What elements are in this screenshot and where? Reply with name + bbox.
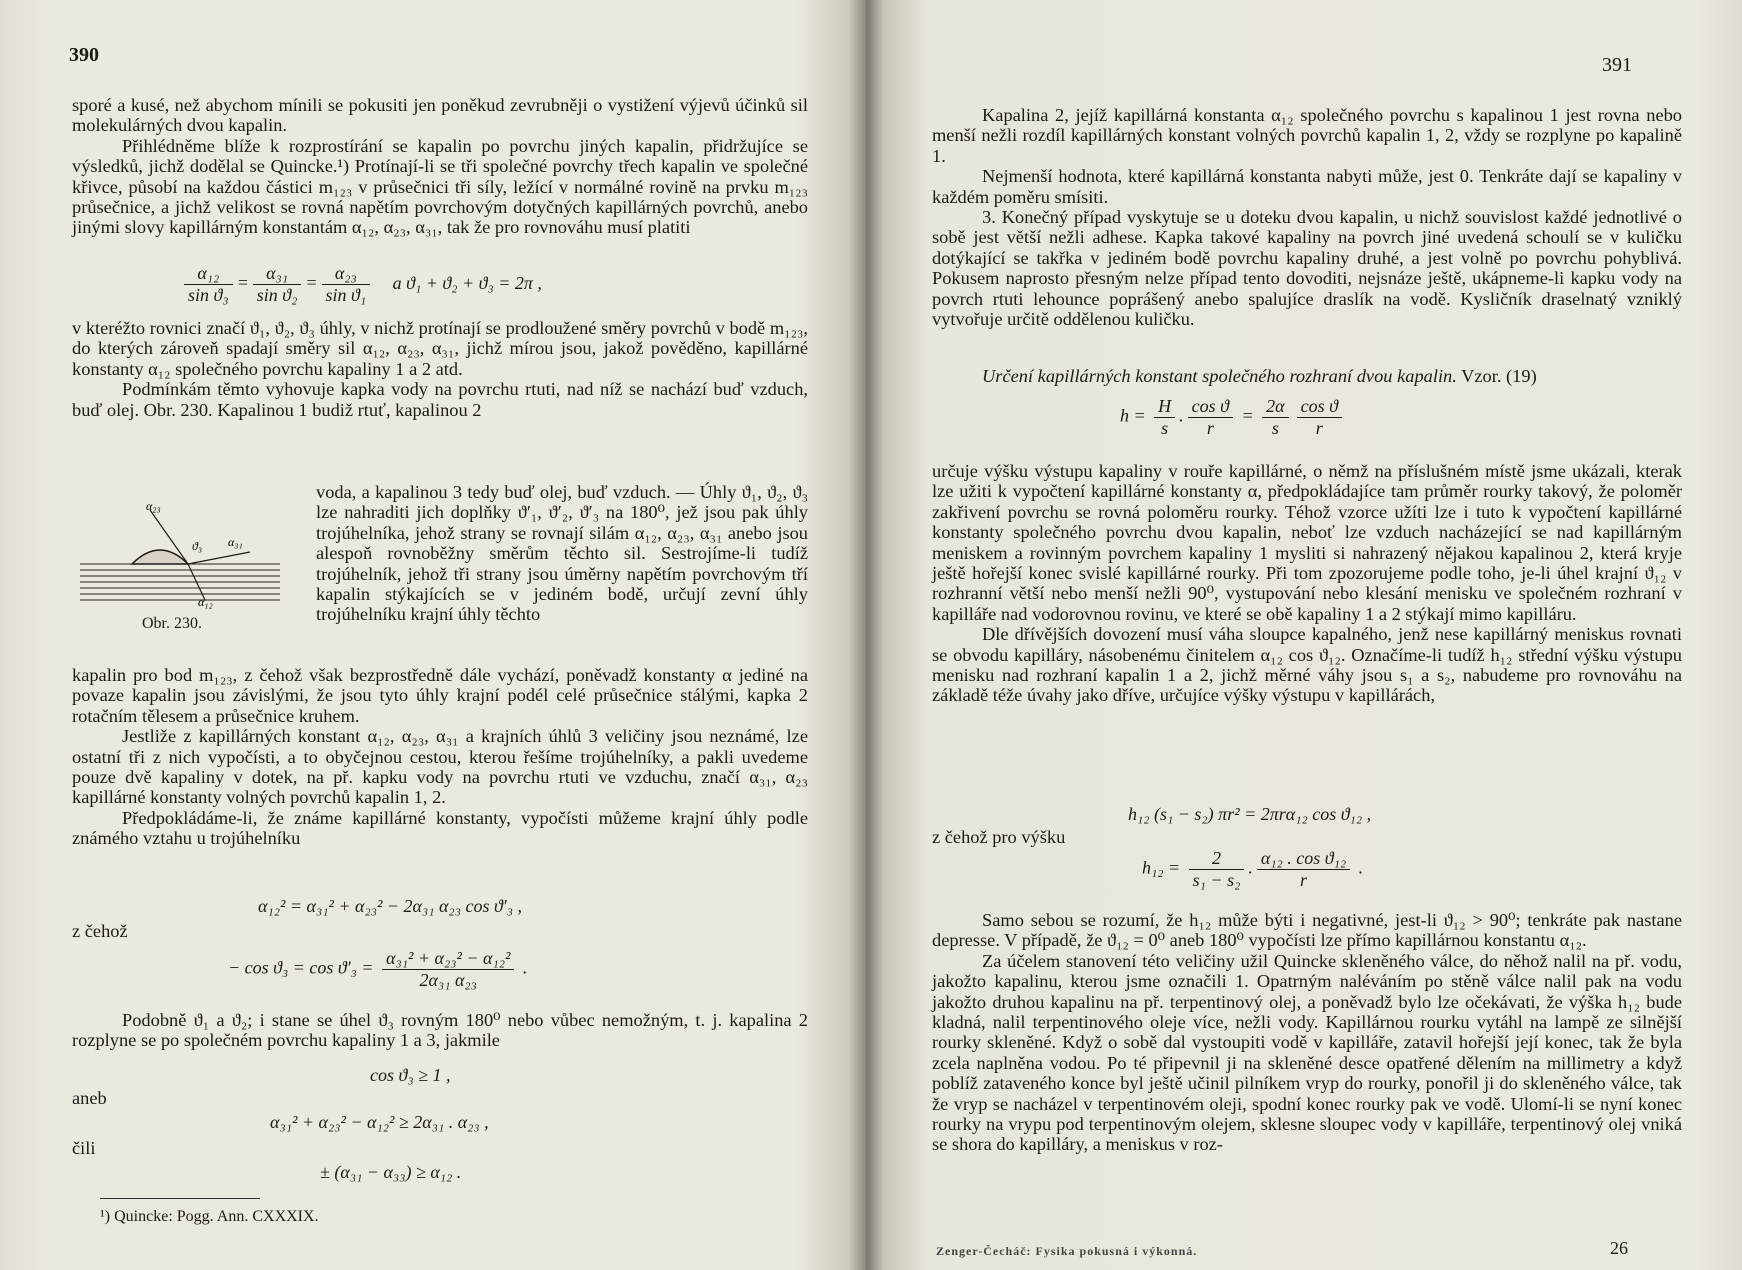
connector-text: aneb xyxy=(72,1088,107,1108)
subheading-tail: Vzor. (19) xyxy=(1461,366,1537,386)
eq-den: sin ϑ₃ xyxy=(188,285,229,305)
eq-den: sin ϑ₂ xyxy=(256,285,298,305)
equation: h = $\frac{H}{s}$ . $\frac{\text{cos ϑ}}{r}$ = $\frac{2\alpha}{s}$ $\frac{\text{cos ϑ}}{r}$ xyxy=(1120,396,1346,439)
equation: h₁₂ (s₁ − s₂) πr² = 2πrα₁₂ cos ϑ₁₂ , xyxy=(1128,804,1372,824)
left-page xyxy=(0,0,866,1270)
paragraph: Nejmenší hodnota, které kapillárná konstanta nabyti může, jest 0. Tenkráte dají se kapaliny v každém poměru smísiti. xyxy=(932,166,1682,207)
wrapped-text: voda, a kapalinou 3 tedy buď olej, buď vzduch. — Úhly ϑ₁, ϑ₂, ϑ₃ lze nahraditi jich doplňky ϑ′₁, ϑ′₂, ϑ′₃ na 180⁰, jež jsou pak úhly trojúhelníka, jehož strany se rovnají silám α₁₂, α₂₃, α₃₁ anebo jsou alespoň rovnoběžny směrům těchto sil. Sestrojíme-li tudíž trojúhelník, jehož tři strany jsou úměrny napětím povrchovým tří kapalin stýkajících se v jediném bodě, určují zevní úhly trojúhelníku krajní úhly těchto xyxy=(316,482,808,625)
label-theta3: ϑ₃ xyxy=(192,539,203,553)
eq-den: sin ϑ₁ xyxy=(325,285,367,305)
equation: α₃₁² + α₂₃² − α₁₂² ≥ 2α₃₁ . α₂₃ , xyxy=(270,1112,489,1132)
label-a23: α₂₃ xyxy=(146,500,161,513)
eq-den: 2α₃₁ α₂₃ xyxy=(419,970,477,990)
paragraph: Jestliže z kapillárných konstant α₁₂, α₂₃, α₃₁ a krajních úhlů 3 veličiny jsou neznámé, lze ostatní tři z nich vypočísti, a to obyčejnou cestou, kterou řešíme trojúhelníky, a pakli uvedeme pouze dvě kapaliny v dotek, na př. kapku vody na povrchu rtuti ve vzduchu, značí α₃₁, α₂₃ kapillárné konstanty volných povrchů kapalin 1, 2. xyxy=(72,726,808,808)
paragraph: Samo sebou se rozumí, že h₁₂ může býti i negativné, jest-li ϑ₁₂ > 90⁰; tenkráte pak nastane depresse. V případě, že ϑ₁₂ = 0⁰ aneb 180⁰ vypočísti lze přímo kapillárnou konstantu α₁₂. xyxy=(932,910,1682,951)
sheet-number: 26 xyxy=(1610,1238,1628,1258)
eq-tail: a ϑ₁ + ϑ₂ + ϑ₃ = 2π , xyxy=(392,272,542,293)
eq-num: α₁₂ . cos ϑ₁₂ xyxy=(1257,848,1350,870)
eq-lhs: − cos ϑ₃ = cos ϑ′₃ = xyxy=(228,957,374,978)
eq-den: s xyxy=(1271,418,1279,438)
paragraph: Přihlédněme blíže k rozprostírání se kapalin po povrchu jiných kapalin, přidržujíce se výsledků, jichž dodělal se Quincke.¹) Protínají-li se tři společné povrchy třech kapalin ve společné křivce, působí na každou částici m₁₂₃ v průsečnici tři síly, ležící v normálné rovině na prvku m₁₂₃ průsečnice, a jichž velikost se rovná napětím povrchovým dotyčných kapillárných povrchů, anebo jinými slovy kapillárným konstantám α₁₂, α₂₃, α₃₁, tak že pro rovnováhu musí platiti xyxy=(72,135,808,238)
paragraph: kapalin pro bod m₁₂₃, z čehož však bezprostředně dále vychází, poněvadž konstanty α jediné na povaze kapalin jsou závislými, že jsou tyto úhly krajní podél celé průsečnice stálými, kapka 2 rotačním tělesem a průsečnice kruhem. xyxy=(72,665,808,726)
right-page xyxy=(866,0,1742,1270)
paragraph: určuje výšku výstupu kapaliny v rouře kapillárné, o němž na příslušném místě jsme ukázali, kterak lze užiti k vypočtení kapillárné konstanty α, předpokládajíce tam průměr rourky takový, že poloměr zakřivení povrchu se rovná poloměru rourky. Téhož vzorce užíti lze i tuto k vypočtení kapillárné konstanty společného povrchu dvou kapalin, neboť lze vzduch nacházející se nad kapillárným meniskem a rovinným povrchem kapaliny 1 mysliti si nahrazený nějakou kapalinou 2, která kryje ještě hořejší konec svislé kapillárné rourky. Při tom zpozorujeme podle toho, je-li úhel krajní ϑ₁₂ v rozhranní větší nebo menší nežli 90⁰, vystupování nebo klesání menisku ve společném rozhraní v kapilláře nad vodorovnou rovinu, ve které se obě kapaliny 1 a 2 stýkají mimo kapilláru. xyxy=(932,461,1682,624)
eq-num: α₃₁² + α₂₃² − α₁₂² xyxy=(382,948,514,970)
eq-num: α₃₁ xyxy=(253,263,302,285)
eq-tail: . xyxy=(522,957,528,978)
eq-den: r xyxy=(1315,418,1323,438)
text-block xyxy=(932,910,1682,1155)
paragraph: Podmínkám těmto vyhovuje kapka vody na povrchu rtuti, nad níž se nachází buď vzduch, buď olej. Obr. 230. Kapalinou 1 budiž rtuť, kapalinou 2 xyxy=(72,379,808,420)
connector-text: z čehož pro výšku xyxy=(932,827,1066,847)
footnote-rule xyxy=(100,1198,260,1199)
eq-num: cos ϑ xyxy=(1297,396,1342,418)
subheading-line xyxy=(982,366,1682,386)
eq-num: H xyxy=(1154,396,1175,418)
eq-num: α₂₃ xyxy=(322,263,371,285)
equation xyxy=(228,948,527,991)
figure-caption: Obr. 230. xyxy=(142,615,202,632)
paragraph: Dle dřívějších dovození musí váha sloupce kapalného, jenž nese kapillárný meniskus rovnati se obvodu kapilláry, násobenému činitelem α₁₂ cos ϑ₁₂. Označíme-li tudíž h₁₂ střední výšku výstupu menisku nad rozhraní kapalin 1 a 2, jichž měrné váhy jsou s₁ a s₂, nabudeme pro rovnováhu na základě téže úvahy jako dříve, určujíce výšky výstupu v kapillárách, xyxy=(932,624,1682,706)
paragraph: Předpokládáme-li, že známe kapillárné konstanty, vypočísti můžeme krajní úhly podle známého vztahu u trojúhelníku xyxy=(72,807,808,849)
paragraph: Kapalina 2, jejíž kapillárná konstanta α₁₂ společného povrchu s kapalinou 1 jest rovna nebo menší nežli rozdíl kapillárných konstant volných povrchů kapalin 1, 2, vždy se rozplyne po kapalině 1. xyxy=(932,105,1682,166)
eq-den: r xyxy=(1206,418,1214,438)
eq-den: s xyxy=(1161,418,1169,438)
paragraph: v kteréžto rovnici značí ϑ₁, ϑ₂, ϑ₃ úhly, v nichž protínají se prodloužené směry povrchů v bodě m₁₂₃, do kterých zároveň spadají směry sil α₁₂, α₂₃, α₃₁, jichž mírou jsou, jakož pověděno, kapillárné konstanty α₁₂ společného povrchu kapaliny 1 a 2 atd. xyxy=(72,318,808,379)
printer-signature: Zenger-Čecháč: Fysika pokusná i výkonná. xyxy=(936,1244,1198,1258)
equation: cos ϑ₃ ≥ 1 , xyxy=(370,1065,451,1085)
equation: h₁₂ = $\frac{2}{\text{s₁ − s₂}}$ . $\frac{\text{α₁₂ . cos ϑ₁₂}}{r}$ . xyxy=(1142,848,1364,890)
paragraph: sporé a kusé, než abychom mínili se pokusiti jen poněkud zevrubněji o vystižení výjevů účinků sil molekulárných dvou kapalin. xyxy=(72,95,808,136)
footnote: ¹) Quincke: Pogg. Ann. CXXXIX. xyxy=(100,1208,319,1225)
label-a12: α₁₂ xyxy=(198,595,213,609)
figure-230 xyxy=(80,500,280,610)
page-number: 390 xyxy=(69,44,99,66)
eq-num: cos ϑ xyxy=(1188,396,1233,418)
text-block xyxy=(72,665,808,849)
paragraph: 3. Konečný případ vyskytuje se u doteku dvou kapalin, u nichž souvislost každé jednotlivé o sobě jest větší nežli adhese. Kapka takové kapaliny na povrch jiné uvedená schoulí se v kuličku dotýkající se takřka v jediném bodě povrchu kapaliny druhé, a jest volně po povrchu pohyblivá. Pokusem naprosto přesným nelze případ tento dovoditi, nejsnáze ještě, ukápneme-li kapku vody na povrch rtuti lehounce poprášený anebo spalujíce draslík na vodě. Kysličník draselnatý vzniklý vytvořuje určitě oddělenou kuličku. xyxy=(932,207,1682,330)
label-a31: α₃₁ xyxy=(228,535,243,549)
subheading: Určení kapillárných konstant společného rozhraní dvou kapalin. xyxy=(982,366,1457,386)
text-block xyxy=(72,95,808,238)
equation: α₁₂² = α₃₁² + α₂₃² − 2α₃₁ α₂₃ cos ϑ′₃ , xyxy=(258,896,522,916)
eq-lhs: h₁₂ = xyxy=(1142,857,1181,878)
page-number: 391 xyxy=(1602,54,1632,76)
connector-text: čili xyxy=(72,1138,96,1158)
eq-den: s₁ − s₂ xyxy=(1192,870,1241,890)
eq-num: 2 xyxy=(1189,848,1245,870)
eq-lhs: h = xyxy=(1120,405,1146,426)
paragraph: Podobně ϑ₁ a ϑ₂; i stane se úhel ϑ₃ rovným 180⁰ nebo vůbec nemožným, t. j. kapalina 2 rozplyne se po společném povrchu kapaliny 1 a 3, jakmile xyxy=(72,1010,808,1051)
eq-num: 2α xyxy=(1262,396,1288,418)
text-block xyxy=(932,461,1682,706)
text-block xyxy=(72,1010,808,1051)
connector-text: z čehož xyxy=(72,921,128,941)
paragraph: Za účelem stanovení této veličiny užil Quincke skleněného válce, do něhož nalil na př. vodu, jakožto kapalinu, kterou jsme označili 1. Opatrným naléváním po stěně válce nalil pak na vodu jakožto druhou kapalinu na př. terpentinový olej, a poněvadž bylo lze očekávati, že výška h₁₂ bude kladná, nalil terpentinového oleje více, nežli vody. Kapillárnou rourku vytáhl na lampě ze silnější rourky skleněné. Když o sobě dal vystoupiti vodě v kapilláře, zatavil hořejší její konec, tak že byla zcela naplněna vodou. Po té připevnil ji na skleněné desce opatřené dělením na millimetry a když poblíž zataveného konce byl ještě učinil pilníkem vryp do rourky, ponořil ji do skleněného válce, tak že vryp se nacházel v terpentinovém oleji, spodní konec rourky pak ve vodě. Ulomí-li se nyní konec rourky na vrypu pod terpentinovým olejem, sklesne sloupec vody v kapilláře, terpentinový olej vniká se shora do kapilláry, a meniskus v roz- xyxy=(932,950,1682,1155)
text-block xyxy=(932,105,1682,329)
text-block xyxy=(72,318,808,420)
eq-num: α₁₂ xyxy=(184,263,233,285)
equation: $\frac{\text{α₁₂}}{\text{sin ϑ₃}}$ = $\frac{\text{α₃₁}}{\text{sin ϑ₂}}$ = $\frac{\text{α₂₃}}{\text{sin ϑ₁}}$ a ϑ₁ + ϑ₂ + ϑ₃ = 2π , xyxy=(180,263,542,306)
eq-tail: . xyxy=(1358,857,1364,878)
eq-den: r xyxy=(1299,870,1307,890)
eq-mid: = xyxy=(1241,405,1254,426)
equation: ± (α₃₁ − α₃₃) ≥ α₁₂ . xyxy=(320,1162,462,1182)
